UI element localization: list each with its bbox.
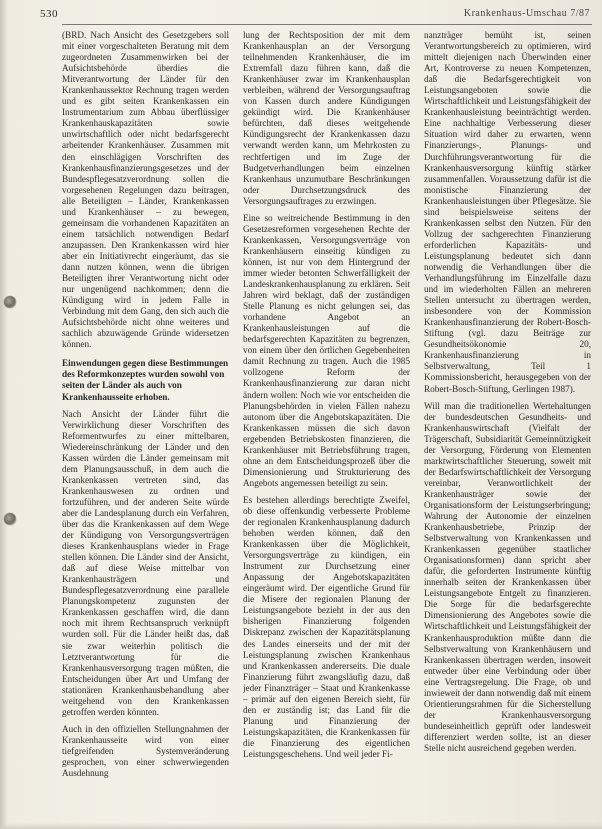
paragraph: Nach Ansicht der Länder führt die Verwirklichung dieser Vorschriften des Reformentwurfes zu einer mittelbaren, Wiedereinschränkung der Länder und den Kassen würden die Länder gemeinsam mit dem Planungsausschuß, in dem auch die Krankenkassen vertreten sind, das Krankenhauswesen zu ordnen und fortzuführen, und der anderen Seite würde aber die Landesplanung durch ein Verfahren, über das die Krankenkassen auf dem Wege der Kündigung von Versorgungsverträgen dieses Krankenhausplans wieder in Frage stellen können. Die Länder sind der Ansicht, daß auf diese Weise mittelbar von Krankenhausträgern und Bundespflegesatzverordnung eine parallele Planungskompetenz zugunsten der Krankenkassen geschaffen wird, die dann noch mit ihrem Rechtsanspruch verknüpft wurden soll. Für die Länder heißt das, daß sie zwar weiterhin politisch die Letztverantwortung für die Krankenhausversorgung tragen müßten, die Entscheidungen über Art und Umfang der stationären Krankenhausbehandlung aber weitgehend von den Krankenkassen getroffen werden könnten. bbox=[62, 408, 229, 717]
paragraph: (BRD. Nach Ansicht des Gesetzgebers soll mit einer vorgeschalteten Beratung mit dem zugeordneten Zusammenwirken bei der Aufsichtsbehörde überdies die Mitverantwortung der Länder für den Krankenhaussektor Rechnung tragen werden und es gibt seiten Krankenkassen ein Instrumentarium zum Abbau überflüssiger Krankenhauskapazitäten sowie unwirtschaftlich oder nicht bedarfsgerecht arbeitender Krankenhäuser. Zusammen mit den einschlägigen Vorschriften des Krankenhausfinanzierungsgesetzes und der Bundespflegesatzverordnung sollen die vorgesehenen Regelungen dazu beitragen, alle Beteiligten – Länder, Krankenkassen und Krankenhäuser – zu bewegen, gemeinsam die vorhandenen Kapazitäten an einem tatsächlich notwendigen Bedarf anzupassen. Den Krankenkassen wird hier aber ein Initiativrecht eingeräumt, das sie dann nutzen können, wenn die übrigen Beteiligten ihrer Verantwortung nicht oder nur ungenügend nachkommen; denn die Kündigung wird in jedem Falle in Verbindung mit dem Gang, den sich auch die Aufsichtsbehörde nicht ohne weiteres und sachlich abzuwägende Gründe widersetzen können. bbox=[62, 30, 229, 350]
page-bottom-edge bbox=[0, 823, 602, 829]
running-head: Krankenhaus-Umschau 7/87 bbox=[463, 8, 590, 19]
punch-hole-bottom bbox=[4, 513, 16, 525]
page-number: 530 bbox=[40, 8, 58, 20]
punch-hole-top bbox=[4, 296, 16, 308]
paragraph: Eine so weitreichende Bestimmung in den Gesetzesreformen vorgesehenen Rechte der Krankenkassen, Versorgungsverträge von Krankenhäusern einseitig kündigen zu können, ist nur von dem Hintergrund der immer wieder betonten Schwerfälligkeit der Landeskrankenhausplanung zu erklären. Seit Jahren wird beklagt, daß der zuständigen Stelle Planung es nicht gelungen sei, das vorhandene Angebot an Krankenhausleistungen auf die bedarfsgerechten Kapazitäten zu begrenzen, von einem über den örtlichen Gegebenheiten damit Rechnung zu tragen. Auch die 1985 vollzogene Reform der Krankenhausfinanzierung zur daran nicht ändern wollen: Noch wie vor entscheiden die Planungsbehörden in vielen Fällen nahezu autonom über die Angebotskapazitäten. Die Krankenkassen müssen die sich davon ergebenden Betriebskosten finanzieren, die Krankenhäuser mit Betriebsführung tragen, ohne an dem Entscheidungsprozeß über die Dimensionierung und Strukturierung des Angebots angemessen beteiligt zu sein. bbox=[243, 212, 410, 488]
paragraph: Auch in den offiziellen Stellungnahmen der Krankenhausseite wird von einer tiefgreifenden Systemveränderung gesprochen, von einer schwerwiegenden Ausdehnung bbox=[62, 723, 229, 779]
paragraph: Es bestehen allerdings berechtigte Zweifel, ob diese offenkundig verbesserte Probleme der regionalen Krankenhausplanung dadurch behoben werden können, daß den Krankenkassen über die Möglichkeit, Versorgungsverträge zu kündigen, ein Instrument zur Durchsetzung einer Anpassung der Angebotskapazitäten eingeräumt wird. Der eigentliche Grund für die Misere der regionalen Planung der Leistungsangebote bezieht in der aus den bisherigen Finanzierung folgenden Diskrepanz zwischen der Kapazitätsplanung des Landes einerseits und der mit der Leistungsplanung zwischen Krankenhaus und Krankenkassen andererseits. Die duale Finanzierung führt zwangsläufig dazu, daß jeder Finanzträger – Staat und Krankenkasse – primär auf den eigenen Bereich sieht, für den er zuständig ist; das Land für die Planung und Finanzierung der Leistungskapazitäten, die Krankenkassen für die Finanzierung des eigentlichen Leistungsgeschehens. Und weil jeder Fi- bbox=[243, 494, 410, 759]
text-column-middle bbox=[243, 30, 410, 820]
header-rule bbox=[62, 24, 592, 25]
text-column-left bbox=[62, 30, 229, 820]
section-heading: Einwendungen gegen diese Bestimmungen des Reformkonzeptes wurden sowohl von seiten der Länder als auch von Krankenhausseite erhoben. bbox=[62, 358, 229, 402]
text-column-right bbox=[424, 30, 591, 820]
paragraph: nanzträger bemüht ist, seinen Verantwortungsbereich zu optimieren, wird mittelt diejenigen nach Überwinden einer Art, Kontroverse zu neuen Kompetenzen, daß die Bedarfsgerechtigkeit von Leistungsangeboten sowie die Wirtschaftlichkeit und Leistungsfähigkeit der Krankenhausleistung beeinträchtigt werden. Eine nachhaltige Verbesserung dieser Situation wird daher zu erwarten, wenn Finanzierungs-, Planungs- und Durchführungsverantwortung für die Krankenhausversorgung künftig stärker zusammenfallen. Voraussetzung dafür ist die monistische Finanzierung der Krankenhausleistungen über Pflegesätze. Sie sind beispielsweise seitens der Krankenkassen selbst den Nutzen. Für den Vollzug der sachgerechten Finanzierung erforderlichen Kapazitäts- und Leistungsplanung bedeutet sich dann notwendig die Verhandlungen über die Verhandlungsführung im Einzelfalle dazu und im wiederholten Fällen an mehreren Stellen untersucht zu übertragen werden, insbesondere von der Kommission Krankenhausfinanzierung der Robert-Bosch-Stiftung (vgl. dazu Beiträge zur Gesundheitsökonomie 20, Krankenhausfinanzierung in Selbstverwaltung, Teil 1 Kommissionsbericht, herausgegeben von der Robert-Bosch-Stiftung, Gerlingen 1987). bbox=[424, 30, 591, 394]
paragraph: lung der Rechtsposition der mit dem Krankenhausplan an der Versorgung teilnehmenden Krankenhäuser, die im Extremfall dazu führen kann, daß die Krankenhäuser zwar im Krankenhausplan verbleiben, während der Versorgungsauftrag von Kassen durch andere Kündigungen gekündigt wird. Die Krankenhäuser befürchten, daß dieses weitgehende Kündigungsrecht der Krankenkassen dazu verwandt werden kann, um Mehrkosten zu rechtfertigen und im Zuge der Budgetverhandlungen beim einzelnen Krankenhaus unzumutbare Beschränkungen oder Durchsetzungsdruck des Versorgungsauftrages zu erzwingen. bbox=[243, 30, 410, 206]
binding-shadow bbox=[0, 0, 8, 829]
paragraph: Will man die traditionellen Wertehaltungen der bundesdeutschen Gesundheits- und Krankenhauswirtschaft (Vielfalt der Trägerschaft, Subsidiarität Gemeinnützigkeit der Versorgung, Förderung von Elementen marktwirtschaftlicher Steuerung, soweit mit der Bedarfswirtschaftlichkeit der Versorgung vereinbar, Veranwortlichkeit der Krankenhausträger sowie der Organisationsform der Leistungserbringung; Wahrung der Autonomie der einzelnen Krankenhausbetriebe, Prinzip der Selbstverwaltung von Krankenkassen und Krankenkassen gegenüber staatlicher Organisationsformen) dann spricht aber dafür, die geforderten Instrumente künftig innerhalb seiten der Krankenkassen über Leistungsangebote Entgelt zu finanzieren. Die Sorge für die bedarfsgerechte Dimensionierung des Angebotes sowie die Wirtschaftlichkeit und Leistungsfähigkeit der Krankenhausproduktion müßte dann die Selbstverwaltung von Krankenhäusern und Krankenkassen übertragen werden, insoweit entweder über eine Verbindung oder über eine Vertragsregelung. Die Frage, ob und inwieweit der dann notwendig daß mit einem Orientierungsrahmen für die Sicherstellung der Krankenhausversorgung bundeseinheitlich geprüft oder landesweit differenziert werden sollte, ist an dieser Stelle nicht ausreichend gegeben werden. bbox=[424, 400, 591, 753]
page-header bbox=[0, 4, 602, 26]
